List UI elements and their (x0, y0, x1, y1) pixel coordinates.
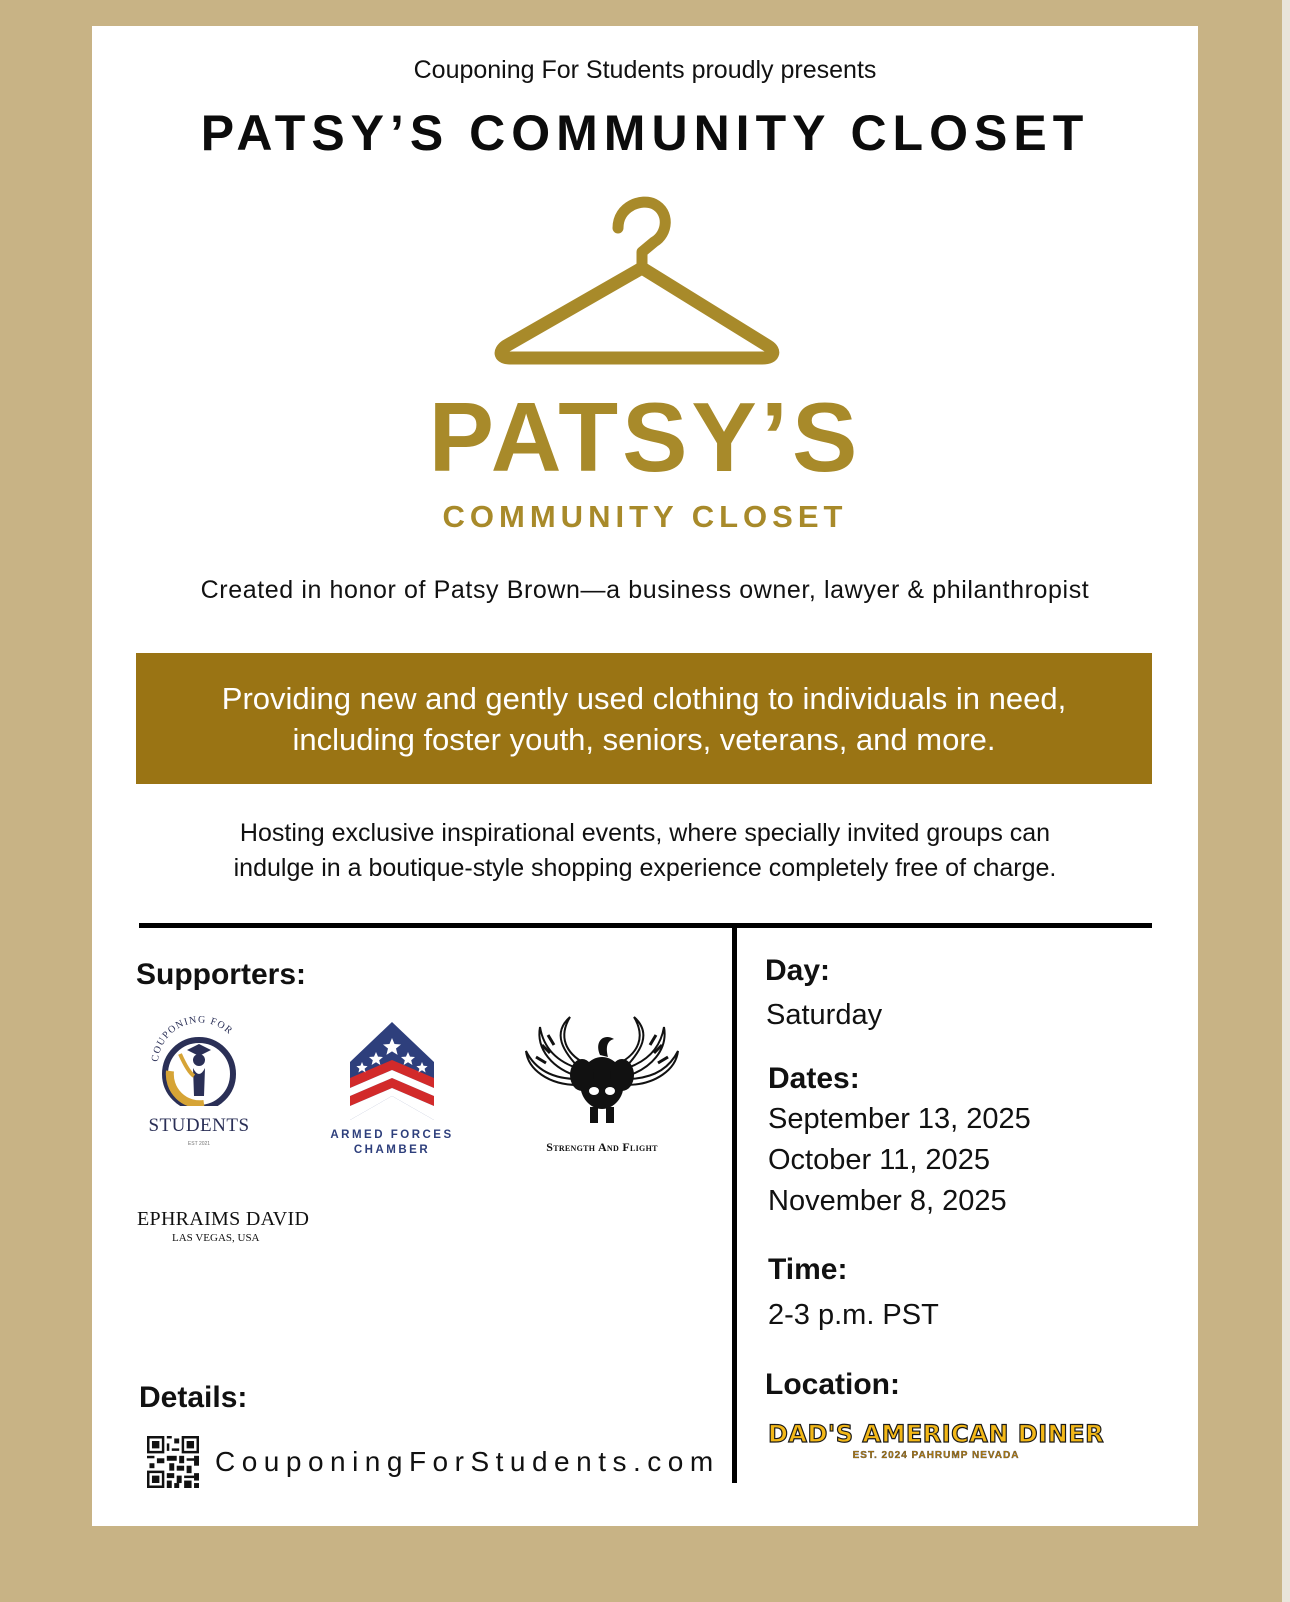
time-heading: Time: (768, 1253, 848, 1286)
mission-band (136, 653, 1152, 784)
cfs-arc-text: COUPONING FOR (149, 1016, 236, 1063)
presents-line: Couponing For Students proudly presents (413, 56, 877, 84)
cfs-est: EST 2021 (187, 1141, 211, 1147)
couponing-for-students-logo (144, 1016, 254, 1147)
hosting-text (92, 816, 1198, 886)
date-item: October 11, 2025 (768, 1144, 990, 1176)
hosting-line-1: Hosting exclusive inspirational events, where specially invited groups can (239, 819, 1051, 847)
horizontal-divider (139, 923, 1152, 928)
date-item: November 8, 2025 (768, 1185, 1007, 1217)
date-item: September 13, 2025 (768, 1103, 1031, 1135)
flyer (92, 26, 1198, 1526)
mission-line-1: Providing new and gently used clothing to individuals in need, (221, 680, 1067, 716)
diner-name: DAD'S AMERICAN DINER (768, 1420, 1105, 1448)
logo-name: PATSY’S (428, 382, 862, 492)
logo-tagline: COMMUNITY CLOSET (442, 499, 848, 534)
ed-name: EPHRAIMS DAVID (137, 1208, 310, 1230)
page-edge (1282, 0, 1290, 1602)
ephraims-david-logo (137, 1208, 357, 1244)
supporters-heading: Supporters: (136, 958, 307, 991)
mission-line-2: including foster youth, seniors, veterans, and more. (292, 721, 996, 757)
day-value: Saturday (766, 999, 883, 1031)
website-link[interactable]: CouponingForStudents.com (215, 1446, 720, 1477)
hosting-line-2: indulge in a boutique-style shopping experience completely free of charge. (233, 854, 1057, 882)
time-value: 2-3 p.m. PST (768, 1299, 939, 1331)
saf-name: Strength And Flight (546, 1140, 658, 1154)
chevron-flag-icon (322, 1016, 462, 1122)
details-heading: Details: (139, 1381, 248, 1414)
flyer-title: PATSY’S COMMUNITY CLOSET (200, 105, 1090, 161)
honor-line: Created in honor of Patsy Brown—a business owner, lawyer & philanthropist (200, 576, 1090, 604)
armed-forces-chamber-logo (322, 1016, 462, 1156)
day-heading: Day: (765, 954, 831, 987)
qr-code-icon[interactable] (147, 1436, 199, 1488)
winged-elephant-icon (522, 1011, 682, 1135)
graduate-icon (144, 1016, 254, 1106)
vertical-divider (732, 928, 737, 1483)
dates-heading: Dates: (768, 1062, 860, 1095)
cfs-name: STUDENTS (148, 1115, 250, 1136)
afc-line-2: CHAMBER (353, 1144, 431, 1156)
hanger-icon (492, 196, 792, 371)
diner-sub: EST. 2024 PAHRUMP NEVADA (852, 1450, 1020, 1461)
strength-and-flight-logo (522, 1011, 682, 1155)
dads-american-diner-logo (768, 1420, 1104, 1461)
location-heading: Location: (765, 1368, 900, 1401)
ed-sub: LAS VEGAS, USA (172, 1232, 260, 1244)
afc-line-1: ARMED FORCES (330, 1129, 454, 1141)
